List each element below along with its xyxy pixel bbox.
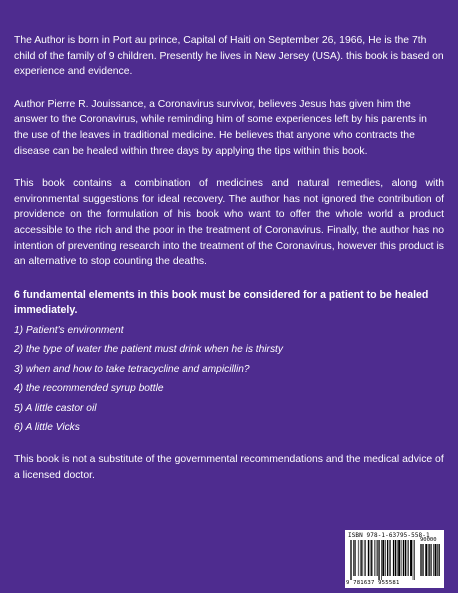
- disclaimer-paragraph: This book is not a substitute of the governmental recommendations and the medical advice of a licensed doctor.: [14, 454, 444, 481]
- ean-digits: 9 781637 955581: [346, 580, 400, 586]
- list-item: 3) when and how to take tetracycline and ampicillin?: [14, 363, 250, 375]
- price-code: 90000: [420, 537, 437, 543]
- list-item: 2) the type of water the patient must drink when he is thirsty: [14, 344, 283, 356]
- isbn-barcode: [345, 530, 444, 588]
- list-item: 6) A little Vicks: [14, 421, 80, 433]
- back-cover-text: [14, 33, 444, 484]
- ean-bars: [350, 540, 416, 580]
- list-item: 1) Patient's environment: [14, 324, 124, 336]
- author-belief-paragraph: Author Pierre R. Jouissance, a Coronavirus survivor, believes Jesus has given him the answer to the Coronavirus, while reminding him of some experiences left by his parents in the use of the leaves in traditional medicine. He believes that anyone who contracts the disease can be healed within three days by applying the tips within this book.: [14, 98, 427, 157]
- list-item: 5) A little castor oil: [14, 402, 97, 414]
- elements-heading: 6 fundamental elements in this book must be considered for a patient to be healed immediately.: [14, 288, 429, 317]
- list-item: 4) the recommended syrup bottle: [14, 383, 164, 395]
- book-description-paragraph: This book contains a combination of medicines and natural remedies, along with environmental suggestions for ideal recovery. The author has not ignored the contribution of providence on the formulation of his book who want to offer the whole world a product accessible to the rich and the poor in the treatment of Coronavirus. Finally, the author has no intention of preventing research into the treatment of the Coronavirus, however this product is an alternative to stop counting the deaths.: [14, 178, 444, 268]
- elements-list: [14, 321, 444, 437]
- addon-bars: [420, 544, 440, 580]
- isbn-number: ISBN 978-1-63795-558-1: [348, 532, 430, 539]
- author-bio-paragraph: The Author is born in Port au prince, Capital of Haiti on September 26, 1966, He is the 7th child of the family of 9 children. Presently he lives in New Jersey (USA). this book is based on experience and evidence.: [14, 35, 444, 78]
